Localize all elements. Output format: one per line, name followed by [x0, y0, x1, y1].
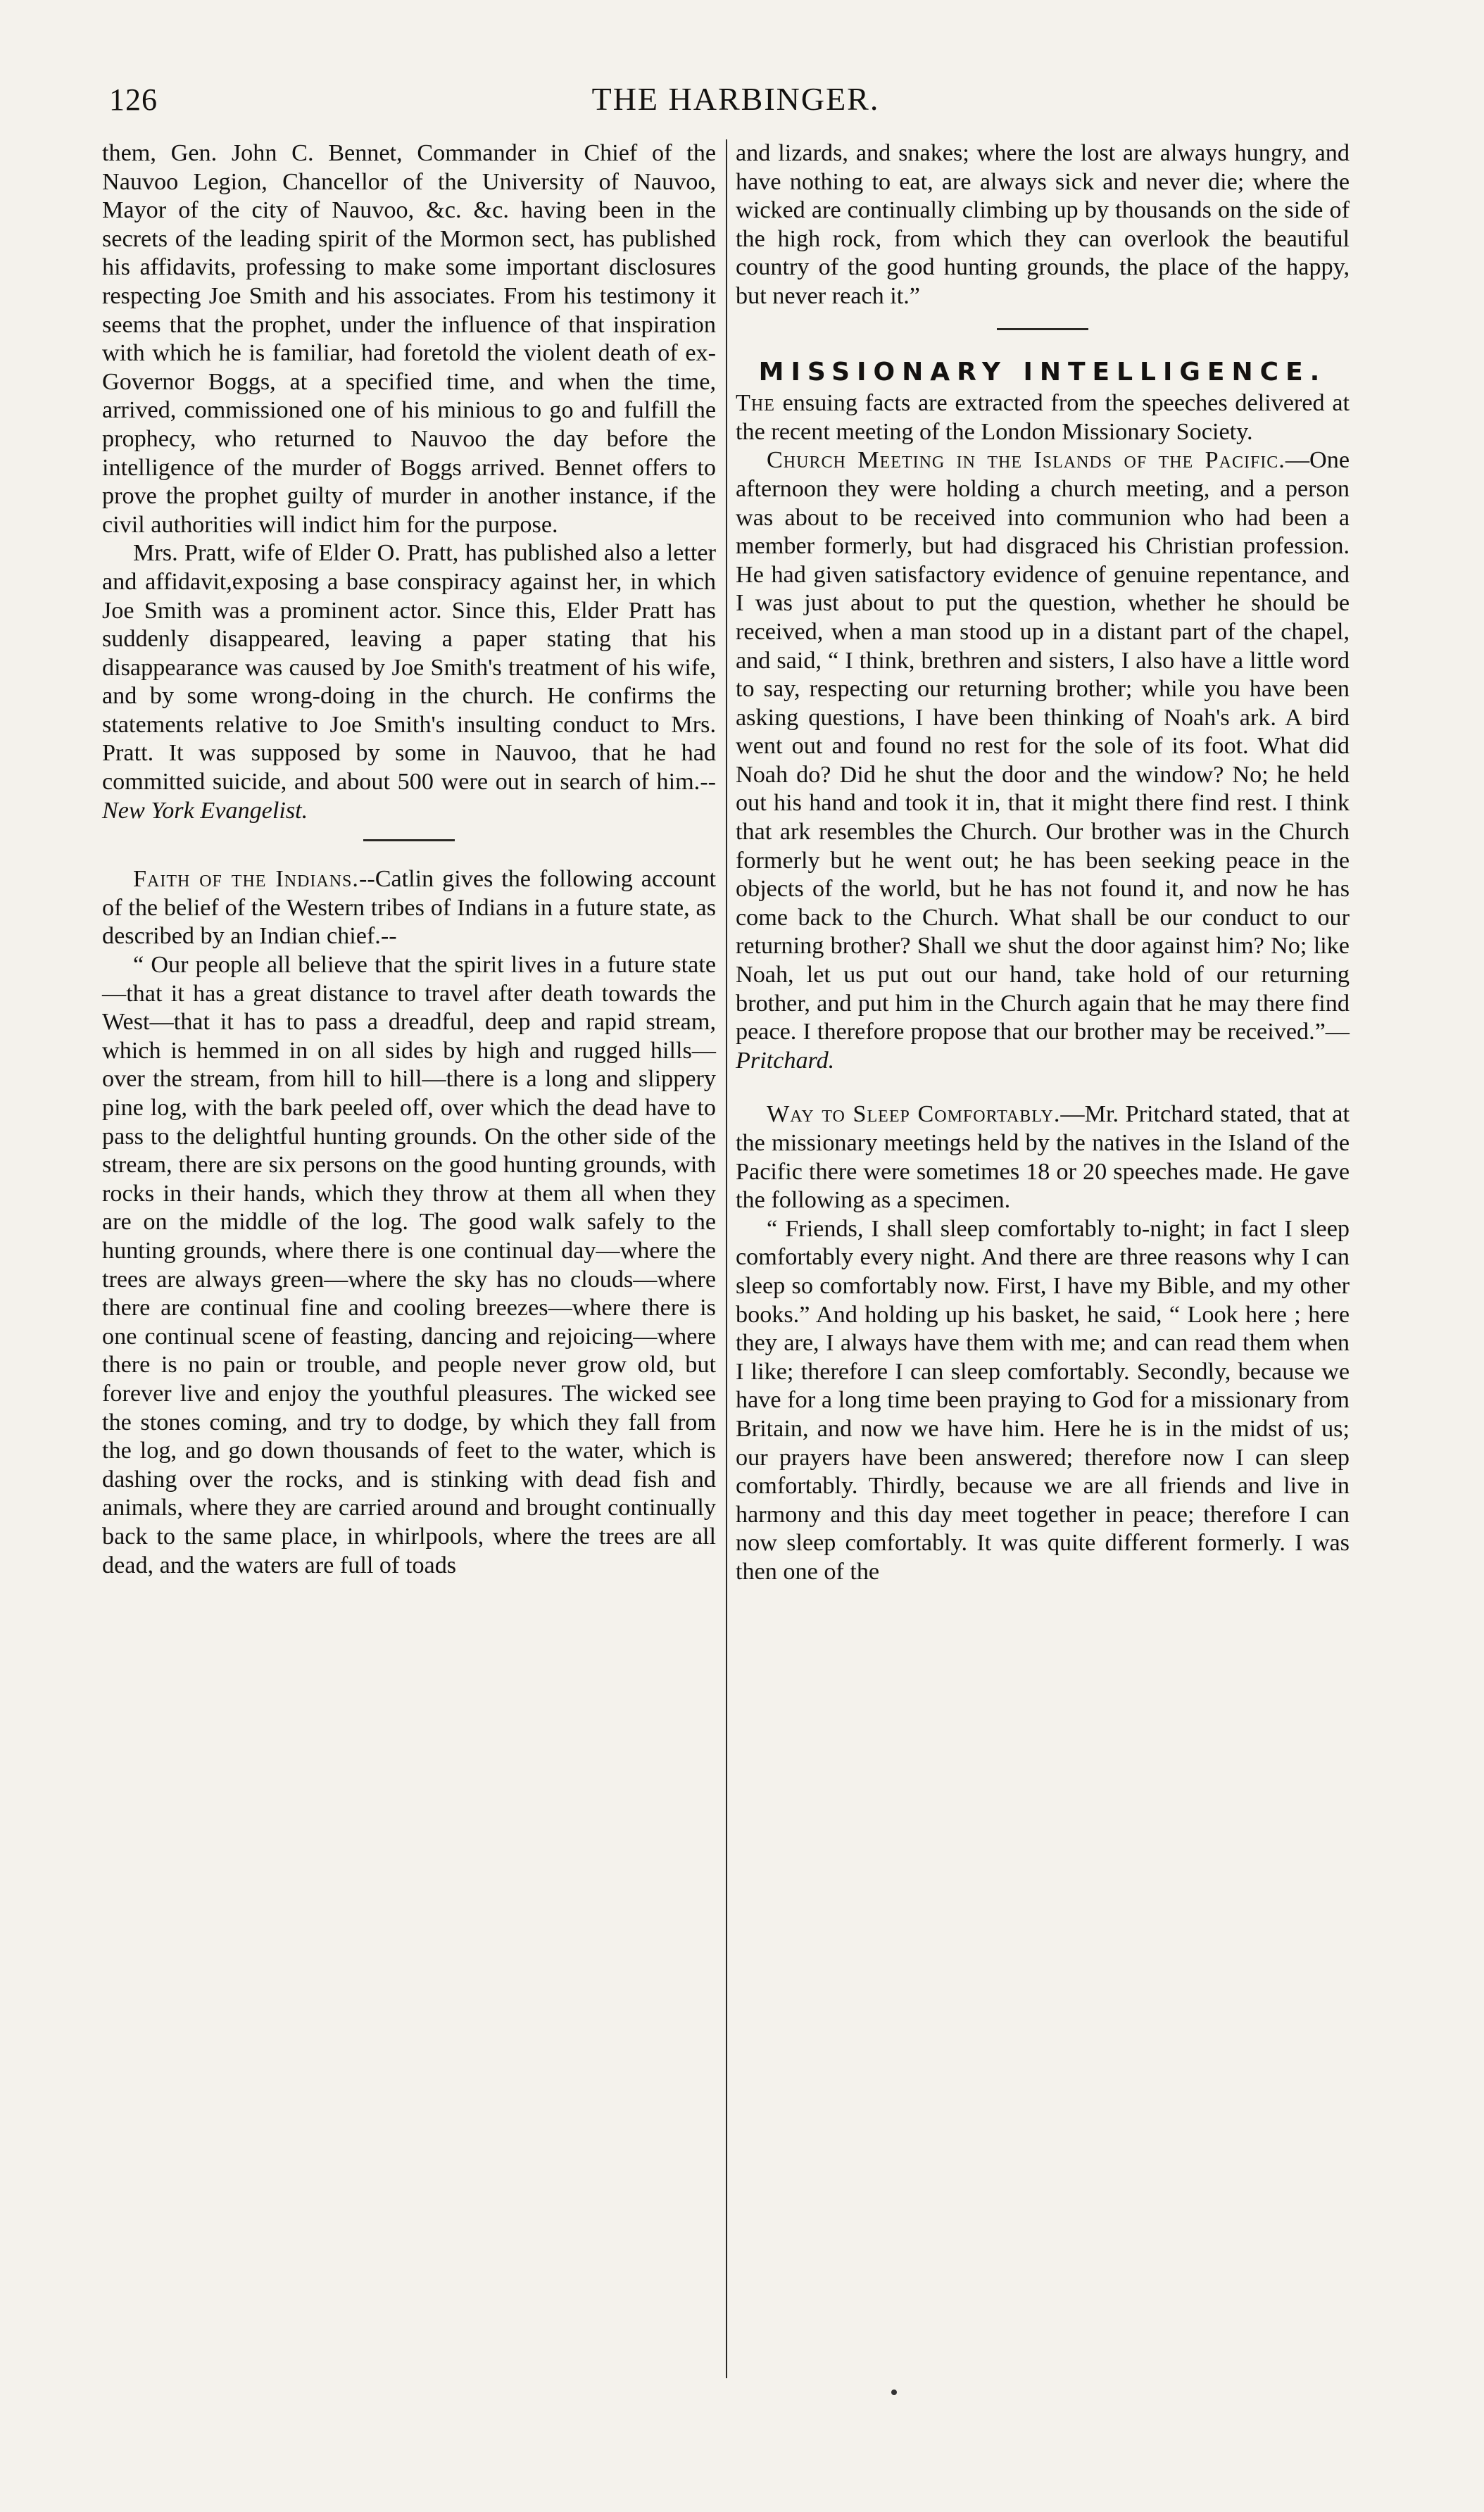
pratt-source: New York Evangelist.: [102, 797, 308, 824]
printer-mark: [891, 2389, 897, 2395]
section-heading: MISSIONARY INTELLIGENCE.: [758, 357, 1327, 387]
page-number: 126: [109, 82, 158, 117]
quote-continuation: and lizards, and snakes; where the lost are always hungry, and have nothing to eat, are always sick and never die; where the wicked are continually climbing up by thousands on the side of the high rock, from which they can overlook the beautiful country of the good hunting grounds, the place of the happy, but never reach it.”: [736, 140, 1350, 309]
paragraph-gap: [736, 1075, 1350, 1100]
left-column: [102, 139, 716, 1587]
faith-intro-text: --Catlin gives the following account of the belief of the Western tribes of Indians in a future state, as described by an Indian chief.--: [102, 866, 717, 950]
column-divider: [726, 139, 727, 2378]
intro-lead: The: [736, 390, 775, 417]
article-separator-rule: [363, 839, 455, 841]
two-column-body: [102, 139, 1369, 1587]
church-meeting-heading: Church Meeting in the Islands of the Pacific.: [767, 447, 1285, 474]
pratt-paragraph-text: Mrs. Pratt, wife of Elder O. Pratt, has published also a letter and affidavit,exposing a base conspiracy against her, in which Joe Smith was a prominent actor. Since this, Elder Pratt has suddenly disappeared, leaving a paper stating that his disappearance was caused by Joe Smith's treatment of his wife, and by some wrong-doing in the church. He confirms the statements relative to Joe Smith's insulting conduct to Mrs. Pratt. It was supposed by some in Nauvoo, that he had committed suicide, and about 500 were out in search of him.--: [102, 540, 716, 796]
pratt-paragraph: [102, 539, 716, 825]
sleep-intro-text: —Mr. Pritchard stated, that at the missionary meetings held by the natives in the Island of the Pacific there were sometimes 18 or 20 speeches made. He gave the following as a specimen.: [736, 1101, 1350, 1214]
section-separator-rule: [997, 328, 1088, 330]
intro-text: ensuing facts are extracted from the speeches delivered at the recent meeting of the London Missionary Society.: [736, 390, 1350, 445]
church-meeting-text: —One afternoon they were holding a church meeting, and a person was about to be received into communion who had been a member formerly, but had disgraced his Christian profession. He had given satisfactory evidence of genuine repentance, and I was just about to put the question, whether he should be received, when a man stood up in a distant part of the chapel, and said, “ I think, brethren and sisters, I also have a little word to say, respecting our returning brother; while you have been asking questions, I have been thinking of Noah's ark. A bird went out and found no rest for the sole of its foot. What did Noah do? Did he shut the door and the window? No; he held out his hand and took it in, that it might there find rest. I think that ark resembles the Church. Our brother was in the Church formerly but he went out; he has been seeking peace in the objects of the world, but he has not found it, and now he has come back to the Church. What shall be our conduct to our returning brother? Shall we shut the door against him? No; like Noah, let us put out our hand, take hold of our returning brother, and put him in the Church again that he may there find peace. I therefore propose that our brother may be received.”—: [736, 447, 1350, 1045]
sleep-intro-paragraph: [736, 1100, 1350, 1214]
sleep-heading: Way to Sleep Comfortably.: [767, 1101, 1061, 1128]
faith-heading: Faith of the Indians.: [133, 866, 359, 893]
sleep-quote-paragraph: “ Friends, I shall sleep comfortably to-night; in fact I sleep comfortably every night. And there are three reasons why I can sleep so comfortably now. First, I have my Bible, and my other books.” And holding up his basket, he said, “ Look here ; here they are, I always have them with me; and can read them when I like; therefore I can sleep comfortably. Secondly, because we have for a long time been praying to God for a missionary from Britain, and now we have him. Here he is in the midst of us; our prayers have been answered; therefore now I can sleep comfortably. Thirdly, because we are all friends and live in harmony and this day meet together in peace; therefore I can now sleep comfortably. It was quite different formerly. I was then one of the: [736, 1215, 1350, 1585]
intro-paragraph: [736, 389, 1350, 446]
page-header: [102, 76, 1369, 139]
bennet-paragraph: them, Gen. John C. Bennet, Commander in Chief of the Nauvoo Legion, Chancellor of the University of Nauvoo, Mayor of the city of Nauvoo, &c. &c. having been in the secrets of the leading spirit of the Mormon sect, has published his affidavits, professing to make some important disclosures respecting Joe Smith and his associates. From his testimony it seems that the prophet, under the influence of that inspiration with which he is familiar, had foretold the violent death of ex-Governor Boggs, at a specified time, and when the time, arrived, commissioned one of his minious to go and fulfill the prophecy, who returned to Nauvoo the day before the intelligence of the murder of Boggs arrived. Bennet offers to prove the prophet guilty of murder in another instance, if the civil authorities will indict him for the purpose.: [102, 140, 716, 538]
faith-intro-paragraph: [102, 865, 716, 951]
page: [102, 76, 1369, 1587]
church-meeting-source: Pritchard.: [736, 1047, 835, 1074]
right-column: [736, 139, 1350, 1587]
faith-quote-paragraph: “ Our people all believe that the spirit lives in a future state—that it has a great distance to travel after death towards the West—that it has to pass a dreadful, deep and rapid stream, which is hemmed in on all sides by high and rugged hills—over the stream, from hill to hill—there is a long and slippery pine log, with the bark peeled off, over which the dead have to pass to the delightful hunting grounds. On the other side of the stream, there are six persons on the good hunting grounds, with rocks in their hands, which they throw at them all when they are on the middle of the log. The good walk safely to the hunting grounds, where there is one continual day—where the trees are always green—where the sky has no clouds—where there are continual fine and cooling breezes—where there is one continual scene of feasting, dancing and rejoicing—where there is no pain or trouble, and people never grow old, but forever live and enjoy the youthful pleasures. The wicked see the stones coming, and try to dodge, by which they fall from the log, and go down thousands of feet to the water, which is dashing over the rocks, and is stinking with dead fish and animals, where they are carried around and brought continually back to the same place, in whirlpools, where the trees are all dead, and the waters are full of toads: [102, 952, 716, 1578]
running-title: THE HARBINGER.: [591, 81, 880, 117]
church-meeting-paragraph: [736, 446, 1350, 1075]
